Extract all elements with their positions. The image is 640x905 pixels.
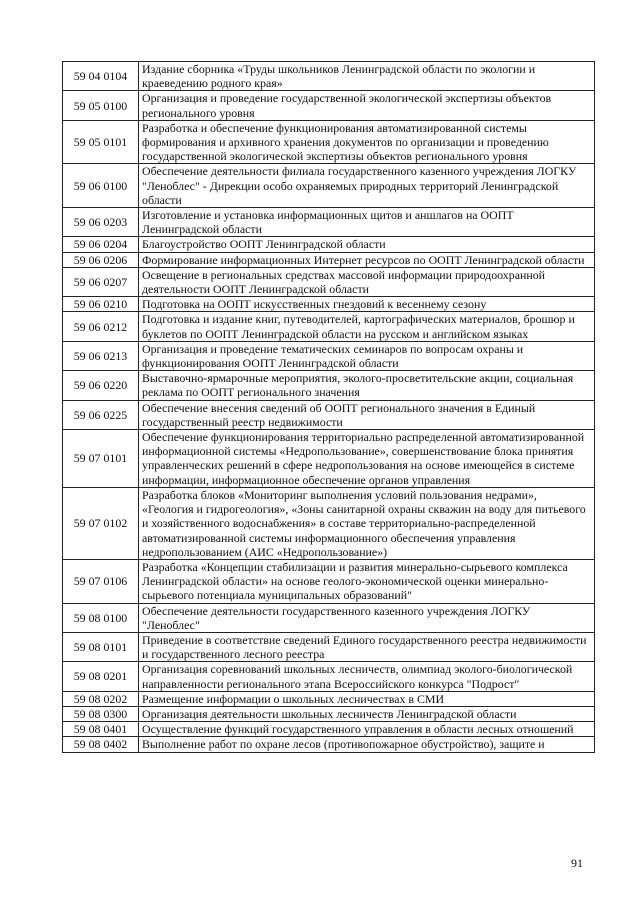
- code-cell: 59 06 0225: [63, 400, 139, 429]
- description-cell: Изготовление и установка информационных щитов и аншлагов на ООПТ Ленинградской области: [139, 208, 595, 237]
- table-row: [63, 237, 595, 252]
- table-row: [63, 371, 595, 400]
- table-row: [63, 164, 595, 208]
- code-cell: 59 06 0213: [63, 341, 139, 370]
- code-cell: 59 07 0106: [63, 559, 139, 603]
- table-row: [63, 252, 595, 267]
- table-row: [63, 120, 595, 164]
- table-row: [63, 737, 595, 752]
- code-cell: 59 06 0212: [63, 312, 139, 341]
- code-cell: 59 08 0402: [63, 737, 139, 752]
- table-row: [63, 603, 595, 632]
- code-cell: 59 05 0101: [63, 120, 139, 164]
- table-row: [63, 341, 595, 370]
- code-cell: 59 06 0204: [63, 237, 139, 252]
- description-cell: Организация деятельности школьных лесничеств Ленинградской области: [139, 706, 595, 721]
- table-row: [63, 559, 595, 603]
- code-cell: 59 06 0220: [63, 371, 139, 400]
- description-cell: Разработка «Концепции стабилизации и развития минерально-сырьевого комплекса Ленинградской области» на основе геолого-экономической оценки минерально-сырьевого потенциала муниципальных образований": [139, 559, 595, 603]
- description-cell: Организация и проведение тематических семинаров по вопросам охраны и функционирования ООПТ Ленинградской области: [139, 341, 595, 370]
- code-cell: 59 08 0201: [63, 662, 139, 691]
- description-cell: Обеспечение внесения сведений об ООПТ регионального значения в Единый государственный реестр недвижимости: [139, 400, 595, 429]
- table-row: [63, 691, 595, 706]
- code-cell: 59 07 0101: [63, 430, 139, 488]
- table-row: [63, 632, 595, 661]
- code-cell: 59 08 0101: [63, 632, 139, 661]
- code-cell: 59 08 0100: [63, 603, 139, 632]
- description-cell: Обеспечение деятельности филиала государственного казенного учреждения ЛОГКУ "Леноблес" - Дирекции особо охраняемых природных территорий Ленинградской области: [139, 164, 595, 208]
- code-cell: 59 07 0102: [63, 487, 139, 559]
- code-cell: 59 08 0202: [63, 691, 139, 706]
- page-number: 91: [571, 856, 583, 870]
- table-row: [63, 722, 595, 737]
- description-cell: Размещение информации о школьных лесничествах в СМИ: [139, 691, 595, 706]
- code-cell: 59 05 0100: [63, 91, 139, 120]
- description-cell: Издание сборника «Труды школьников Ленинградской области по экологии и краеведению родного края»: [139, 62, 595, 91]
- table-row: [63, 62, 595, 91]
- description-cell: Формирование информационных Интернет ресурсов по ООПТ Ленинградской области: [139, 252, 595, 267]
- table-row: [63, 487, 595, 559]
- description-cell: Выставочно-ярмарочные мероприятия, эколого-просветительские акции, социальная реклама по ООПТ регионального значения: [139, 371, 595, 400]
- table-row: [63, 430, 595, 488]
- description-cell: Обеспечение деятельности государственного казенного учреждения ЛОГКУ "Леноблес": [139, 603, 595, 632]
- description-cell: Осуществление функций государственного управления в области лесных отношений: [139, 722, 595, 737]
- code-cell: 59 04 0104: [63, 62, 139, 91]
- description-cell: Разработка блоков «Мониторинг выполнения условий пользования недрами», «Геология и гидрогеология», «Зоны санитарной охраны скважин на воду для питьевого и хозяйственного водоснабжения» в составе территориально-распределенной автоматизированной системы информационного обеспечения управления недропользованием (АИС «Недропользование»): [139, 487, 595, 559]
- description-cell: Подготовка и издание книг, путеводителей, картографических материалов, брошюр и буклетов по ООПТ Ленинградской области на русском и английском языках: [139, 312, 595, 341]
- description-cell: Разработка и обеспечение функционирования автоматизированной системы формирования и архивного хранения документов по организации и проведению государственной экологической экспертизы объектов регионального уровня: [139, 120, 595, 164]
- table-row: [63, 706, 595, 721]
- code-cell: 59 06 0203: [63, 208, 139, 237]
- code-cell: 59 06 0210: [63, 297, 139, 312]
- table-row: [63, 267, 595, 296]
- code-cell: 59 08 0401: [63, 722, 139, 737]
- table-row: [63, 312, 595, 341]
- description-cell: Приведение в соответствие сведений Единого государственного реестра недвижимости и государственного лесного реестра: [139, 632, 595, 661]
- description-cell: Освещение в региональных средствах массовой информации природоохранной деятельности ООПТ Ленинградской области: [139, 267, 595, 296]
- budget-code-table: [62, 61, 595, 753]
- code-cell: 59 06 0206: [63, 252, 139, 267]
- description-cell: Организация соревнований школьных лесничеств, олимпиад эколого-биологической направленности регионального этапа Всероссийского конкурса "Подрост": [139, 662, 595, 691]
- description-cell: Обеспечение функционирования территориально распределенной автоматизированной информационной системы «Недропользование», совершенствование блока принятия управленческих решений в сфере недропользования на основе имеющейся в системе информации, информационное обеспечение органов управления: [139, 430, 595, 488]
- code-cell: 59 06 0207: [63, 267, 139, 296]
- code-cell: 59 06 0100: [63, 164, 139, 208]
- description-cell: Организация и проведение государственной экологической экспертизы объектов регионального уровня: [139, 91, 595, 120]
- table-row: [63, 91, 595, 120]
- table-row: [63, 662, 595, 691]
- table-row: [63, 297, 595, 312]
- description-cell: Благоустройство ООПТ Ленинградской области: [139, 237, 595, 252]
- table-row: [63, 400, 595, 429]
- description-cell: Подготовка на ООПТ искусственных гнездовий к весеннему сезону: [139, 297, 595, 312]
- table-row: [63, 208, 595, 237]
- code-cell: 59 08 0300: [63, 706, 139, 721]
- description-cell: Выполнение работ по охране лесов (противопожарное обустройство), защите и: [139, 737, 595, 752]
